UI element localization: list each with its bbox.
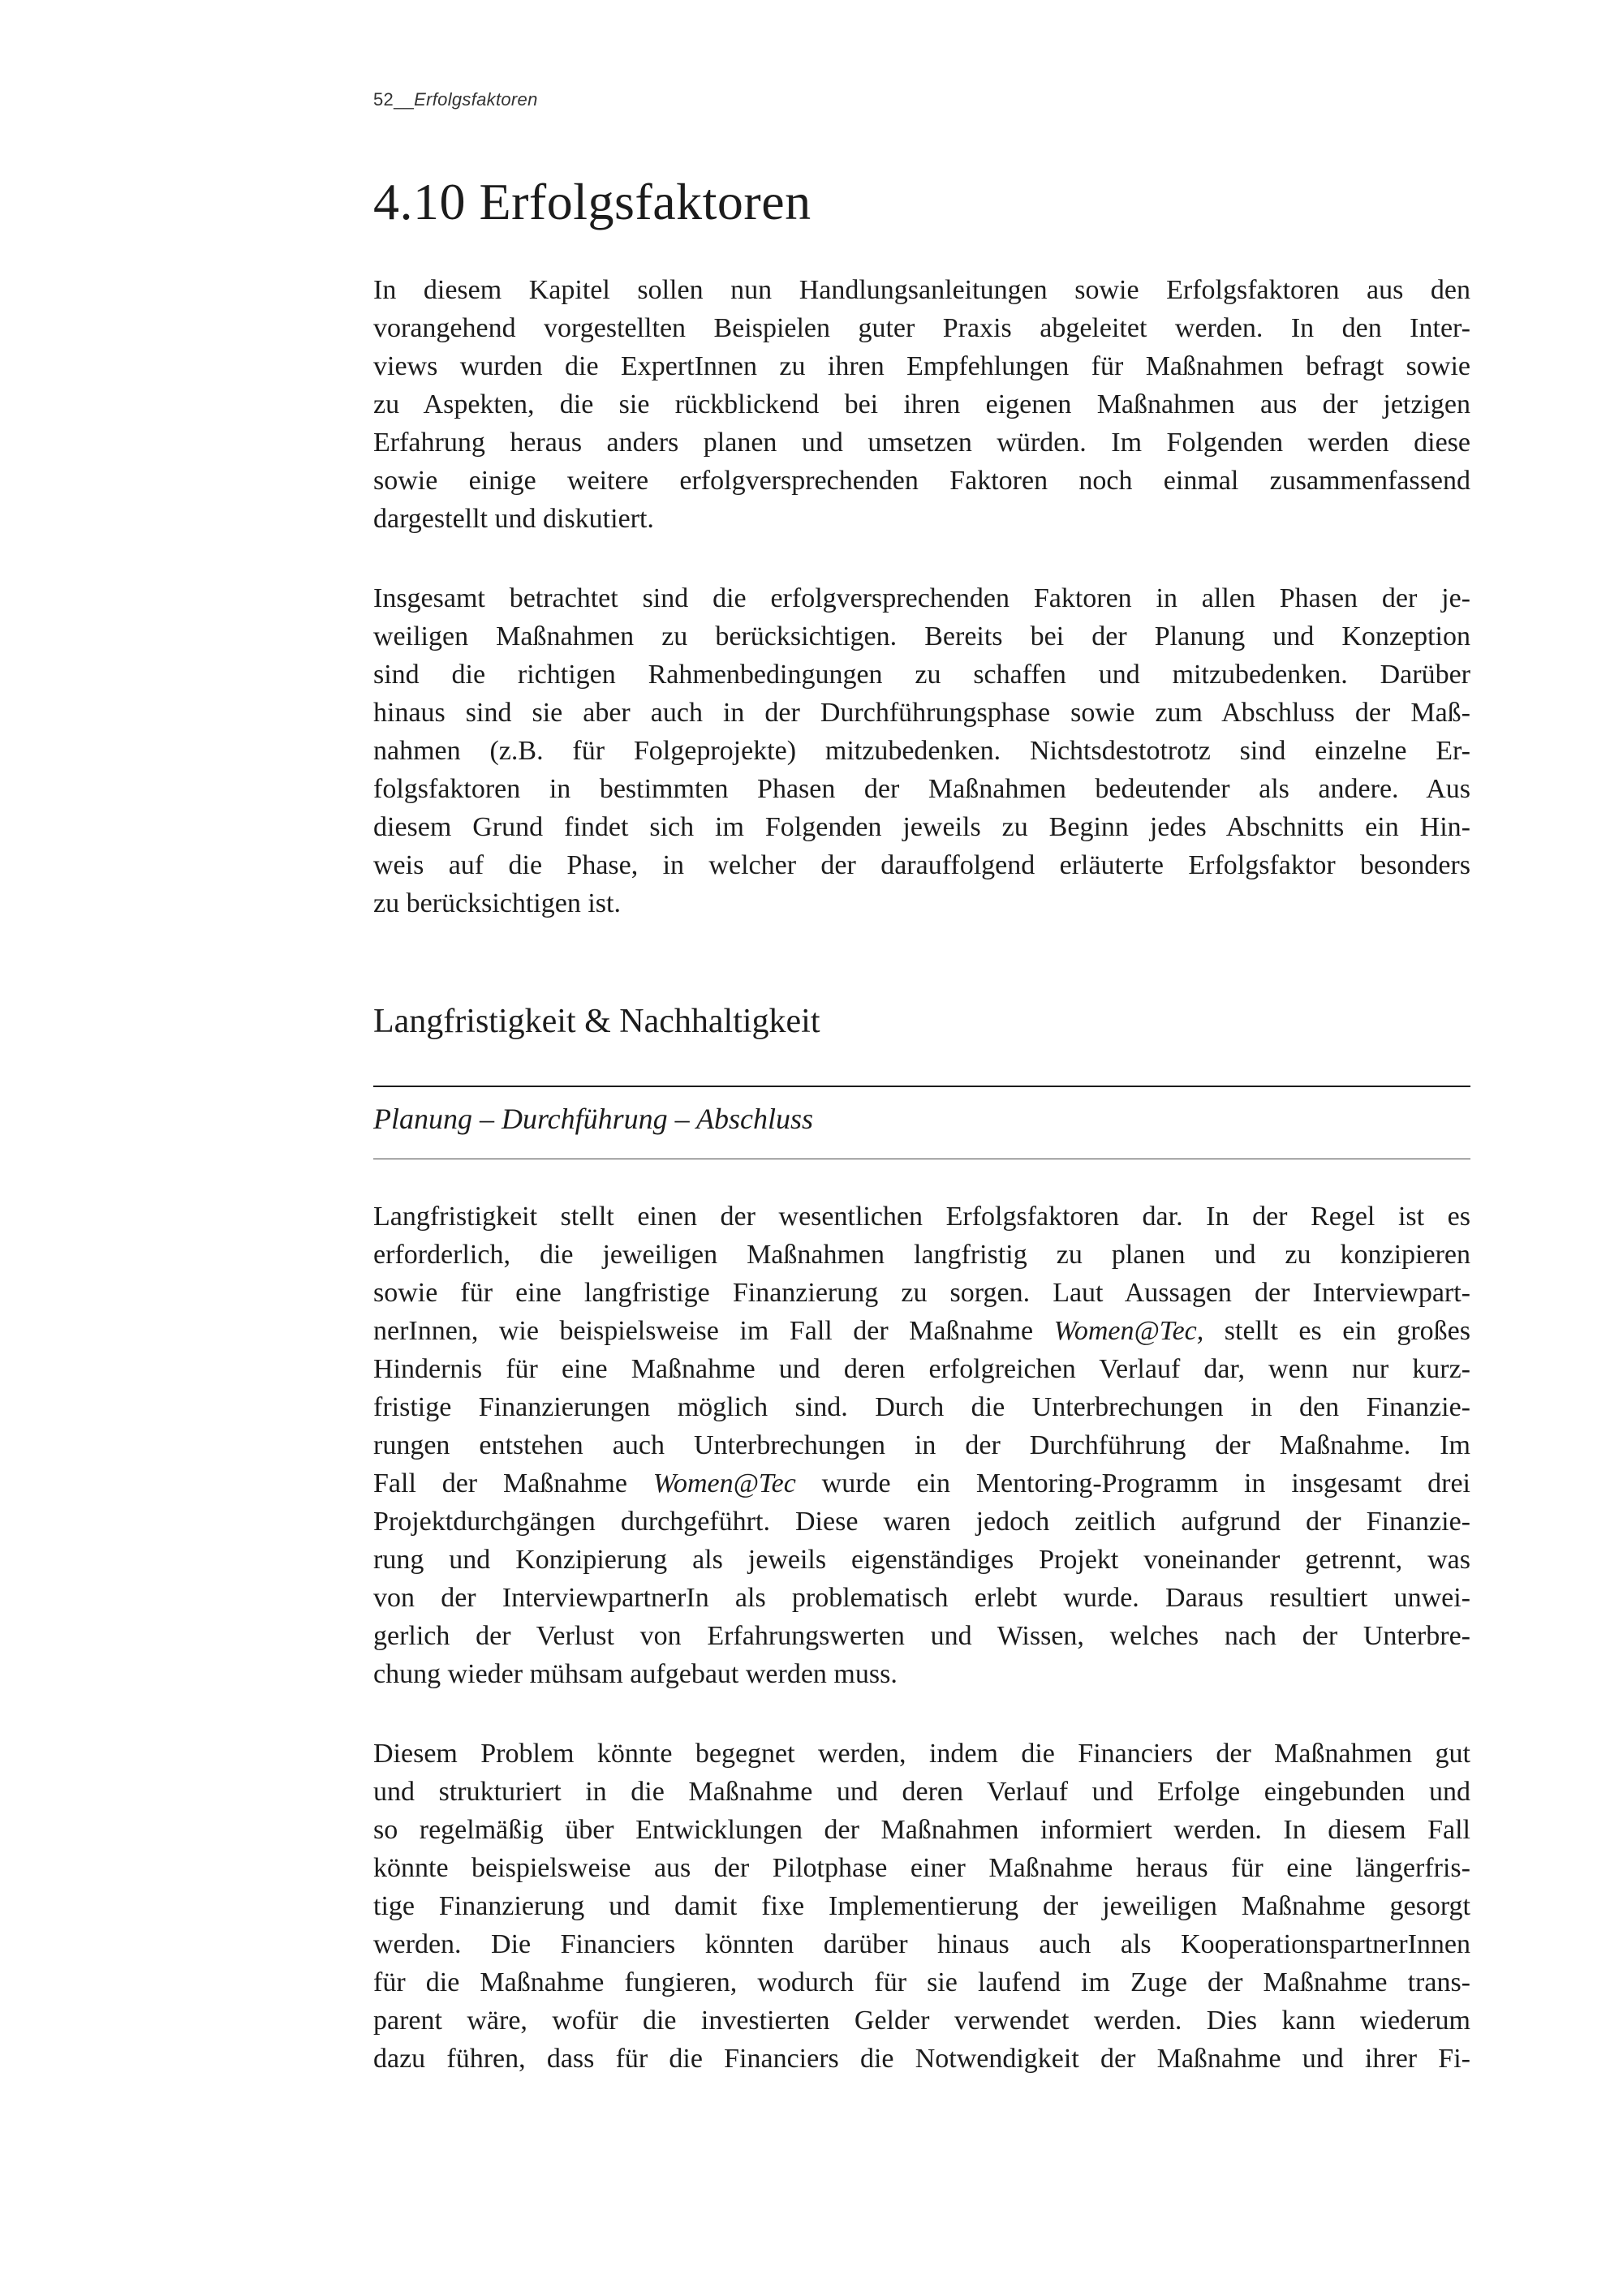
text-line: rung und Konzipierung als jeweils eigenständiges Projekt voneinander getrennt, was — [373, 1545, 1470, 1575]
page-number: 52 — [373, 89, 394, 110]
text-line: könnte beispielsweise aus der Pilotphase einer Maßnahme heraus für eine längerfris- — [373, 1853, 1470, 1883]
text-run: wurde ein Mentoring-Programm in insgesamt drei — [795, 1468, 1470, 1498]
intro-paragraph-2 — [373, 579, 1470, 922]
text-line: weiligen Maßnahmen zu berücksichtigen. Bereits bei der Planung und Konzeption — [373, 621, 1470, 651]
text-line: für die Maßnahme fungieren, wodurch für sie laufend im Zuge der Maßnahme trans- — [373, 1967, 1470, 1997]
text-line: In diesem Kapitel sollen nun Handlungsanleitungen sowie Erfolgsfaktoren aus den — [373, 275, 1470, 305]
text-line: zu Aspekten, die sie rückblickend bei ihren eigenen Maßnahmen aus der jetzigen — [373, 389, 1470, 419]
text-line: vorangehend vorgestellten Beispielen guter Praxis abgeleitet werden. In den Inter- — [373, 313, 1470, 343]
section-paragraph-1 — [373, 1197, 1470, 1693]
running-title: Erfolgsfaktoren — [414, 89, 538, 110]
text-line: zu berücksichtigen ist. — [373, 888, 621, 918]
text-line: dargestellt und diskutiert. — [373, 504, 654, 534]
text-line: views wurden die ExpertInnen zu ihren Empfehlungen für Maßnahmen befragt sowie — [373, 351, 1470, 381]
text-line: werden. Die Financiers könnten darüber hinaus auch als KooperationspartnerInnen — [373, 1929, 1470, 1959]
text-line: rungen entstehen auch Unterbrechungen in der Durchführung der Maßnahme. Im — [373, 1430, 1470, 1460]
text-line: Hindernis für eine Maßnahme und deren erfolgreichen Verlauf dar, wenn nur kurz- — [373, 1354, 1470, 1384]
text-line: Langfristigkeit stellt einen der wesentlichen Erfolgsfaktoren dar. In der Regel ist es — [373, 1202, 1470, 1232]
text-run: Fall der Maßnahme — [373, 1468, 653, 1498]
text-line: gerlich der Verlust von Erfahrungswerten und Wissen, welches nach der Unterbre- — [373, 1621, 1470, 1651]
text-line: hinaus sind sie aber auch in der Durchführungsphase sowie zum Abschluss der Maß- — [373, 698, 1470, 728]
text-line: und strukturiert in die Maßnahme und deren Verlauf und Erfolge eingebunden und — [373, 1777, 1470, 1807]
header-separator: __ — [394, 89, 415, 110]
text-line: erforderlich, die jeweiligen Maßnahmen langfristig zu planen und zu konzipieren — [373, 1240, 1470, 1270]
text-line: sowie für eine langfristige Finanzierung zu sorgen. Laut Aussagen der Interviewpart- — [373, 1278, 1470, 1308]
text-line: fristige Finanzierungen möglich sind. Durch die Unterbrechungen in den Finanzie- — [373, 1392, 1470, 1422]
text-run: stellt es ein großes — [1203, 1316, 1470, 1346]
text-line: sowie einige weitere erfolgversprechenden Faktoren noch einmal zusammenfassend — [373, 466, 1470, 496]
text-line: Insgesamt betrachtet sind die erfolgversprechenden Faktoren in allen Phasen der je- — [373, 583, 1470, 613]
text-line: chung wieder mühsam aufgebaut werden muss. — [373, 1659, 898, 1689]
text-line: Diesem Problem könnte begegnet werden, indem die Financiers der Maßnahmen gut — [373, 1739, 1470, 1769]
section-paragraph-2 — [373, 1735, 1470, 2078]
text-line: diesem Grund findet sich im Folgenden jeweils zu Beginn jedes Abschnitts ein Hin- — [373, 812, 1470, 842]
phase-indicator: Planung – Durchführung – Abschluss — [373, 1103, 814, 1135]
project-name: Women@Tec — [652, 1468, 796, 1498]
text-line — [373, 1312, 1470, 1350]
text-line: nahmen (z.B. für Folgeprojekte) mitzubedenken. Nichtsdestotrotz sind einzelne Er- — [373, 736, 1470, 766]
text-run: nerInnen, wie beispielsweise im Fall der Maßnahme — [373, 1316, 1054, 1346]
text-line: so regelmäßig über Entwicklungen der Maßnahmen informiert werden. In diesem Fall — [373, 1815, 1470, 1845]
text-line: Erfahrung heraus anders planen und umsetzen würden. Im Folgenden werden diese — [373, 428, 1470, 458]
text-line: parent wäre, wofür die investierten Gelder verwendet werden. Dies kann wiederum — [373, 2006, 1470, 2036]
text-line: tige Finanzierung und damit fixe Implementierung der jeweiligen Maßnahme gesorgt — [373, 1891, 1470, 1921]
chapter-title: 4.10 Erfolgsfaktoren — [373, 173, 812, 230]
text-line: folgsfaktoren in bestimmten Phasen der Maßnahmen bedeutender als andere. Aus — [373, 774, 1470, 804]
text-line: von der InterviewpartnerIn als problematisch erlebt wurde. Daraus resultiert unwei- — [373, 1583, 1470, 1613]
running-header — [373, 89, 538, 110]
text-line: sind die richtigen Rahmenbedingungen zu schaffen und mitzubedenken. Darüber — [373, 660, 1470, 690]
text-line — [373, 1464, 1470, 1503]
project-name: Women@Tec, — [1053, 1316, 1204, 1346]
intro-paragraph-1 — [373, 271, 1470, 538]
text-line: dazu führen, dass für die Financiers die Notwendigkeit der Maßnahme und ihrer Fi- — [373, 2044, 1470, 2074]
text-line: Projektdurchgängen durchgeführt. Diese waren jedoch zeitlich aufgrund der Finanzie- — [373, 1507, 1470, 1537]
section-title: Langfristigkeit & Nachhaltigkeit — [373, 1003, 820, 1040]
divider-top — [373, 1086, 1470, 1087]
text-line: weis auf die Phase, in welcher der darauffolgend erläuterte Erfolgsfaktor besonders — [373, 850, 1470, 880]
